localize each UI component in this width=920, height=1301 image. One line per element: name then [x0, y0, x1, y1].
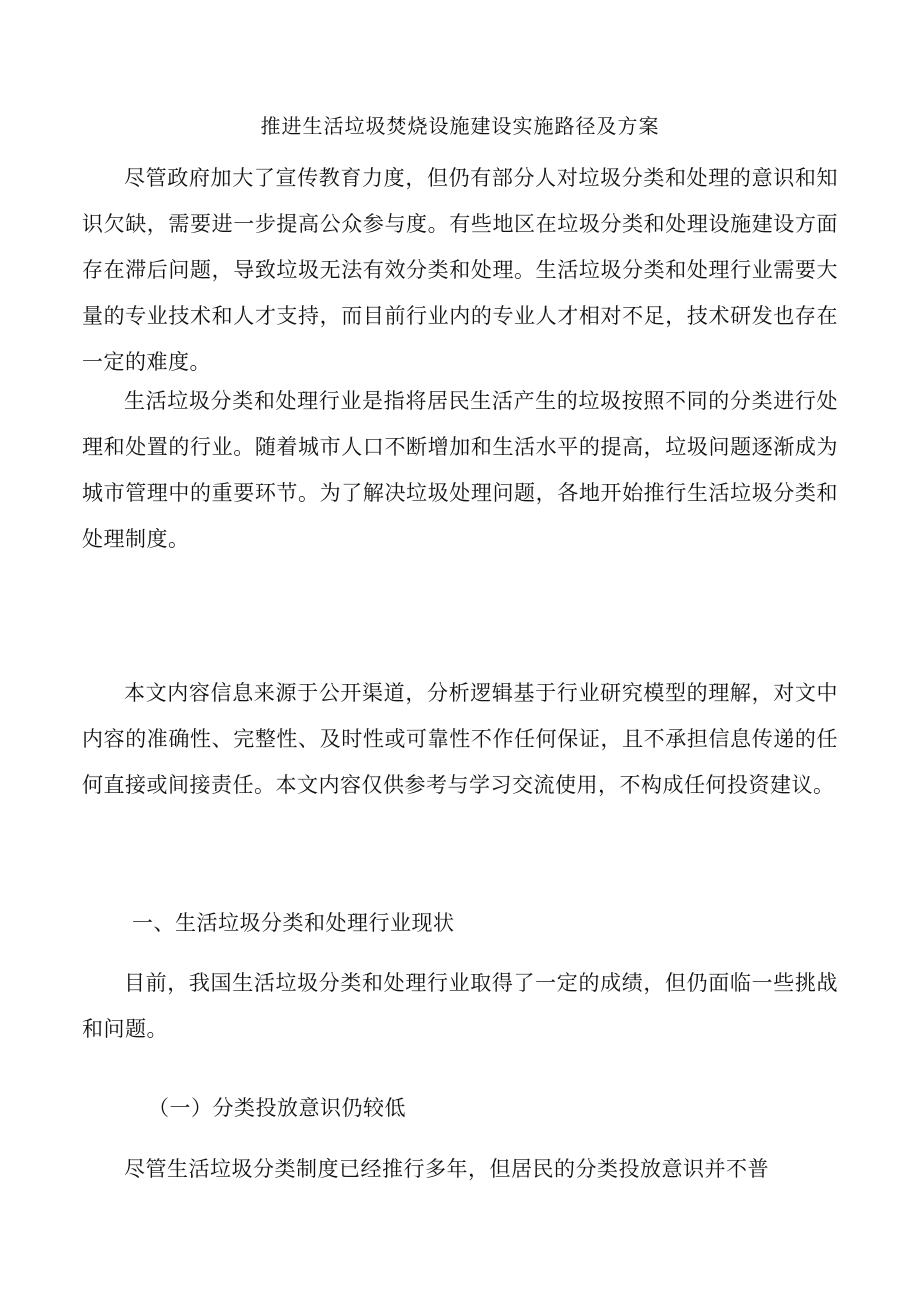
subsection-heading: （一）分类投放意识仍较低	[148, 1096, 406, 1120]
section-heading: 一、生活垃圾分类和处理行业现状	[132, 911, 455, 935]
paragraph-industry-definition: 生活垃圾分类和处理行业是指将居民生活产生的垃圾按照不同的分类进行处理和处置的行业。随着城市人口不断增加和生活水平的提高，垃圾问题逐渐成为城市管理中的重要环节。为了解决垃圾处理问题，各地开始推行生活垃圾分类和处理制度。	[82, 389, 838, 551]
subsection-paragraph: 尽管生活垃圾分类制度已经推行多年，但居民的分类投放意识并不普	[124, 1157, 769, 1181]
paragraph-disclaimer: 本文内容信息来源于公开渠道，分析逻辑基于行业研究模型的理解，对文中内容的准确性、完整性、及时性或可靠性不作任何保证，且不承担信息传递的任何直接或间接责任。本文内容仅供参考与学习交流使用，不构成任何投资建议。	[82, 681, 838, 797]
document-title: 推进生活垃圾焚烧设施建设实施路径及方案	[260, 114, 660, 138]
paragraph-public-awareness: 尽管政府加大了宣传教育力度，但仍有部分人对垃圾分类和处理的意识和知识欠缺，需要进一步提高公众参与度。有些地区在垃圾分类和处理设施建设方面存在滞后问题，导致垃圾无法有效分类和处理。生活垃圾分类和处理行业需要大量的专业技术和人才支持，而目前行业内的专业人才相对不足，技术研发也存在一定的难度。	[82, 166, 838, 374]
section-paragraph: 目前，我国生活垃圾分类和处理行业取得了一定的成绩，但仍面临一些挑战和问题。	[82, 971, 838, 1041]
